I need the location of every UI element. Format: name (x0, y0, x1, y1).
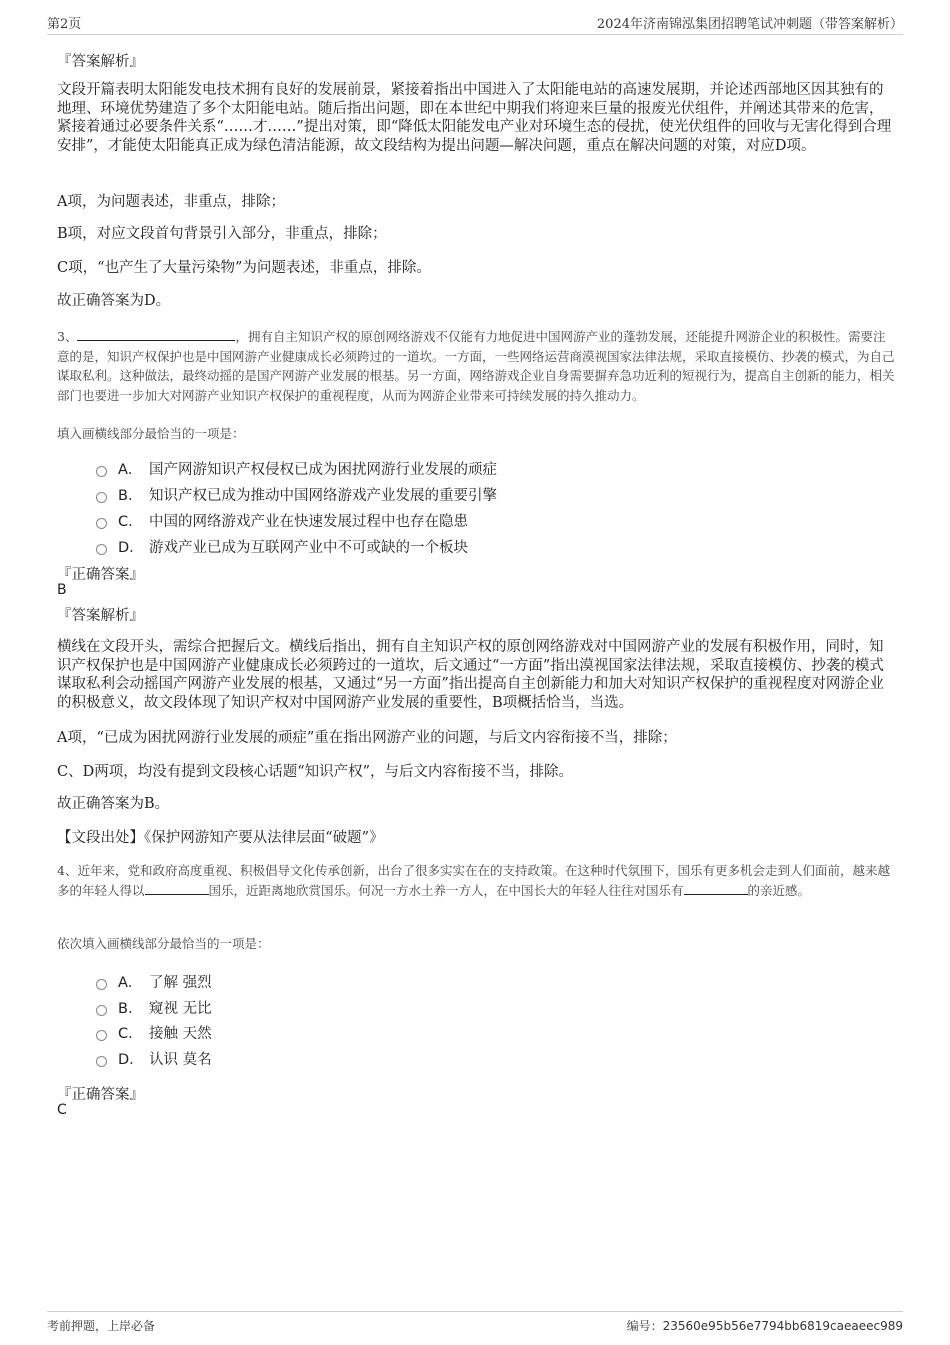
q3-stem (57, 327, 895, 405)
q3-blank (77, 327, 235, 341)
q4-blank-2 (684, 881, 748, 895)
radio-icon[interactable] (96, 544, 107, 555)
page-header (47, 12, 903, 35)
radio-icon[interactable] (96, 979, 107, 990)
q3-correct-label: 『正确答案』 (57, 567, 144, 583)
document-title: 2024年济南锦泓集团招聘笔试冲刺题（带答案解析） (596, 17, 903, 32)
q2-analysis-text: 文段开篇表明太阳能发电技术拥有良好的发展前景，紧接着指出中国进入了太阳能电站的高速发展期，并论述西部地区因其独有的地理、环境优势建造了多个太阳能电站。随后指出问题，即在本世纪中期我们将迎来巨量的报废光伏组件，并阐述其带来的危害，紧接着通过必要条件关系“……才……”提出对策，即“降低太阳能发电产业对环境生态的侵扰，使光伏组件的回收与无害化得到合理安排”，才能使太阳能真正成为绿色清洁能源，故文段结构为提出问题—解决问题，重点在解决问题的对策，对应D项。 (57, 82, 892, 154)
radio-icon[interactable] (96, 518, 107, 529)
radio-icon[interactable] (96, 1030, 107, 1041)
q2-analysis-label: 『答案解析』 (57, 54, 144, 70)
q4-option-b[interactable]: B． 窥视 无比 (96, 997, 212, 1018)
q3-option-b[interactable]: B． 知识产权已成为推动中国网络游戏产业发展的重要引擎 (96, 484, 497, 505)
q2-line-c: C项，“也产生了大量污染物”为问题表述，非重点，排除。 (57, 260, 431, 276)
q3-option-d[interactable]: D． 游戏产业已成为互联网产业中不可或缺的一个板块 (96, 536, 468, 557)
q2-line-a: A项，为问题表述，非重点，排除； (57, 194, 285, 210)
q3-analysis-label: 『答案解析』 (57, 608, 144, 624)
q4-option-a[interactable]: A． 了解 强烈 (96, 971, 212, 992)
footer-slogan: 考前押题，上岸必备 (47, 1319, 156, 1333)
q2-line-b: B项，对应文段首句背景引入部分，非重点，排除； (57, 226, 387, 242)
document-id: 编号：23560e95b56e7794bb6819caeaeec989 (626, 1319, 903, 1333)
q2-conclusion: 故正确答案为D。 (57, 293, 171, 309)
radio-icon[interactable] (96, 1005, 107, 1016)
radio-icon[interactable] (96, 466, 107, 477)
page-number: 第2页 (47, 17, 82, 32)
q3-line-cd: C、D两项，均没有提到文段核心话题“知识产权”，与后文内容衔接不当，排除。 (57, 764, 574, 780)
q4-stem: 4、近年来，党和政府高度重视、积极倡导文化传承创新，出台了很多实实在在的支持政策。在这种时代氛围下，国乐有更多机会走到人们面前，越来越多的年轻人得以 国乐，近距离地欣赏国乐。何况一方水土养一方人，在中国长大的年轻人往往对国乐有 的亲近感。 (57, 863, 890, 898)
page-footer (47, 1311, 903, 1334)
q3-option-c[interactable]: C． 中国的网络游戏产业在快速发展过程中也存在隐患 (96, 510, 468, 531)
q4-option-d[interactable]: D． 认识 莫名 (96, 1048, 212, 1069)
q4-prompt: 依次填入画横线部分最恰当的一项是： (57, 936, 270, 951)
radio-icon[interactable] (96, 1056, 107, 1067)
q3-prompt: 填入画横线部分最恰当的一项是： (57, 426, 245, 441)
radio-icon[interactable] (96, 492, 107, 503)
q3-number: 3、 (57, 329, 78, 344)
q3-stem-text: ，拥有自主知识产权的原创网络游戏不仅能有力地促进中国网游产业的蓬勃发展，还能提升网游企业的积极性。需要注意的是，知识产权保护也是中国网游产业健康成长必须跨过的一道坎。一方面，一些网络运营商漠视国家法律法规，采取直接模仿、抄袭的模式，为自己谋取私利。这种做法，最终动摇的是国产网游产业发展的根基。另一方面，网络游戏企业自身需要摒弃急功近利的短视行为，提高自主创新的能力，相关部门也要进一步加大对网游产业知识产权保护的重视程度，从而为网游企业带来可持续发展的持久推动力。 (57, 329, 895, 403)
q3-line-a: A项，“已成为困扰网游行业发展的顽症”重在指出网游产业的问题，与后文内容衔接不当，排除； (57, 730, 677, 746)
q3-source: 【文段出处】《保护网游知产要从法律层面“破题”》 (57, 830, 384, 846)
q4-correct-label: 『正确答案』 (57, 1087, 144, 1103)
q4-correct-value: C (57, 1102, 67, 1118)
q4-number: 4、 (57, 863, 78, 878)
q3-conclusion: 故正确答案为B。 (57, 796, 170, 812)
q3-correct-value: B (57, 582, 67, 598)
q4-option-c[interactable]: C． 接触 天然 (96, 1022, 212, 1043)
q3-analysis-text: 横线在文段开头，需综合把握后文。横线后指出，拥有自主知识产权的原创网络游戏对中国网游产业的发展有积极作用，同时，知识产权保护也是中国网游产业健康成长必须跨过的一道坎，后文通过“一方面”指出漠视国家法律法规，采取直接模仿、抄袭的模式谋取私利会动摇国产网游产业发展的根基，又通过“另一方面”指出提高自主创新能力和加大对知识产权保护的重视程度对网游企业的积极意义，故文段体现了知识产权对中国网游产业发展的重要性，B项概括恰当，当选。 (57, 639, 884, 711)
q3-option-a[interactable]: A． 国产网游知识产权侵权已成为困扰网游行业发展的顽症 (96, 458, 497, 479)
q4-blank-1 (145, 881, 209, 895)
